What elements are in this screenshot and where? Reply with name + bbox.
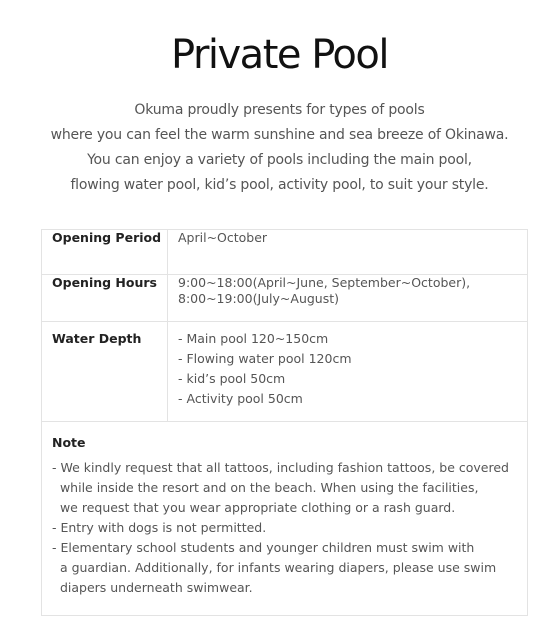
table-row-opening-period bbox=[42, 230, 528, 275]
intro-line: Okuma proudly presents for types of pools bbox=[134, 102, 425, 118]
note-line: we request that you wear appropriate clothing or a rash guard. bbox=[52, 500, 456, 515]
note-line: - Entry with dogs is not permitted. bbox=[52, 520, 267, 535]
note-line: - Elementary school students and younger children must swim with bbox=[52, 540, 475, 555]
water-depth-item: - Main pool 120~150cm bbox=[178, 331, 329, 346]
opening-hours-line: 9:00~18:00(April~June, September~October), bbox=[178, 275, 471, 290]
water-depth-item: - Activity pool 50cm bbox=[178, 391, 303, 406]
water-depth-item: - kid’s pool 50cm bbox=[178, 371, 286, 386]
table-row-water-depth bbox=[42, 322, 528, 422]
opening-hours-line: 8:00~19:00(July~August) bbox=[178, 291, 340, 306]
opening-period-value: April~October bbox=[168, 230, 528, 275]
note-line: a guardian. Additionally, for infants wearing diapers, please use swim bbox=[52, 560, 497, 575]
intro-line: where you can feel the warm sunshine and sea breeze of Okinawa. bbox=[50, 127, 509, 143]
opening-period-label: Opening Period bbox=[42, 230, 168, 275]
intro-line: You can enjoy a variety of pools including the main pool, bbox=[87, 152, 472, 168]
table-row-note bbox=[42, 422, 528, 616]
note-cell bbox=[42, 422, 528, 616]
water-depth-value bbox=[168, 322, 528, 422]
note-line: diapers underneath swimwear. bbox=[52, 580, 253, 595]
intro-text bbox=[0, 98, 559, 198]
note-title: Note bbox=[52, 435, 86, 450]
water-depth-item: - Flowing water pool 120cm bbox=[178, 351, 352, 366]
note-line: - We kindly request that all tattoos, including fashion tattoos, be covered bbox=[52, 460, 509, 475]
note-line: while inside the resort and on the beach. When using the facilities, bbox=[52, 480, 479, 495]
intro-line: flowing water pool, kid’s pool, activity pool, to suit your style. bbox=[70, 177, 489, 193]
table-row-opening-hours bbox=[42, 275, 528, 322]
water-depth-label: Water Depth bbox=[42, 322, 168, 422]
opening-hours-value bbox=[168, 275, 528, 322]
pool-info-table bbox=[41, 229, 528, 616]
opening-hours-label: Opening Hours bbox=[42, 275, 168, 322]
page-title: Private Pool bbox=[171, 32, 388, 78]
